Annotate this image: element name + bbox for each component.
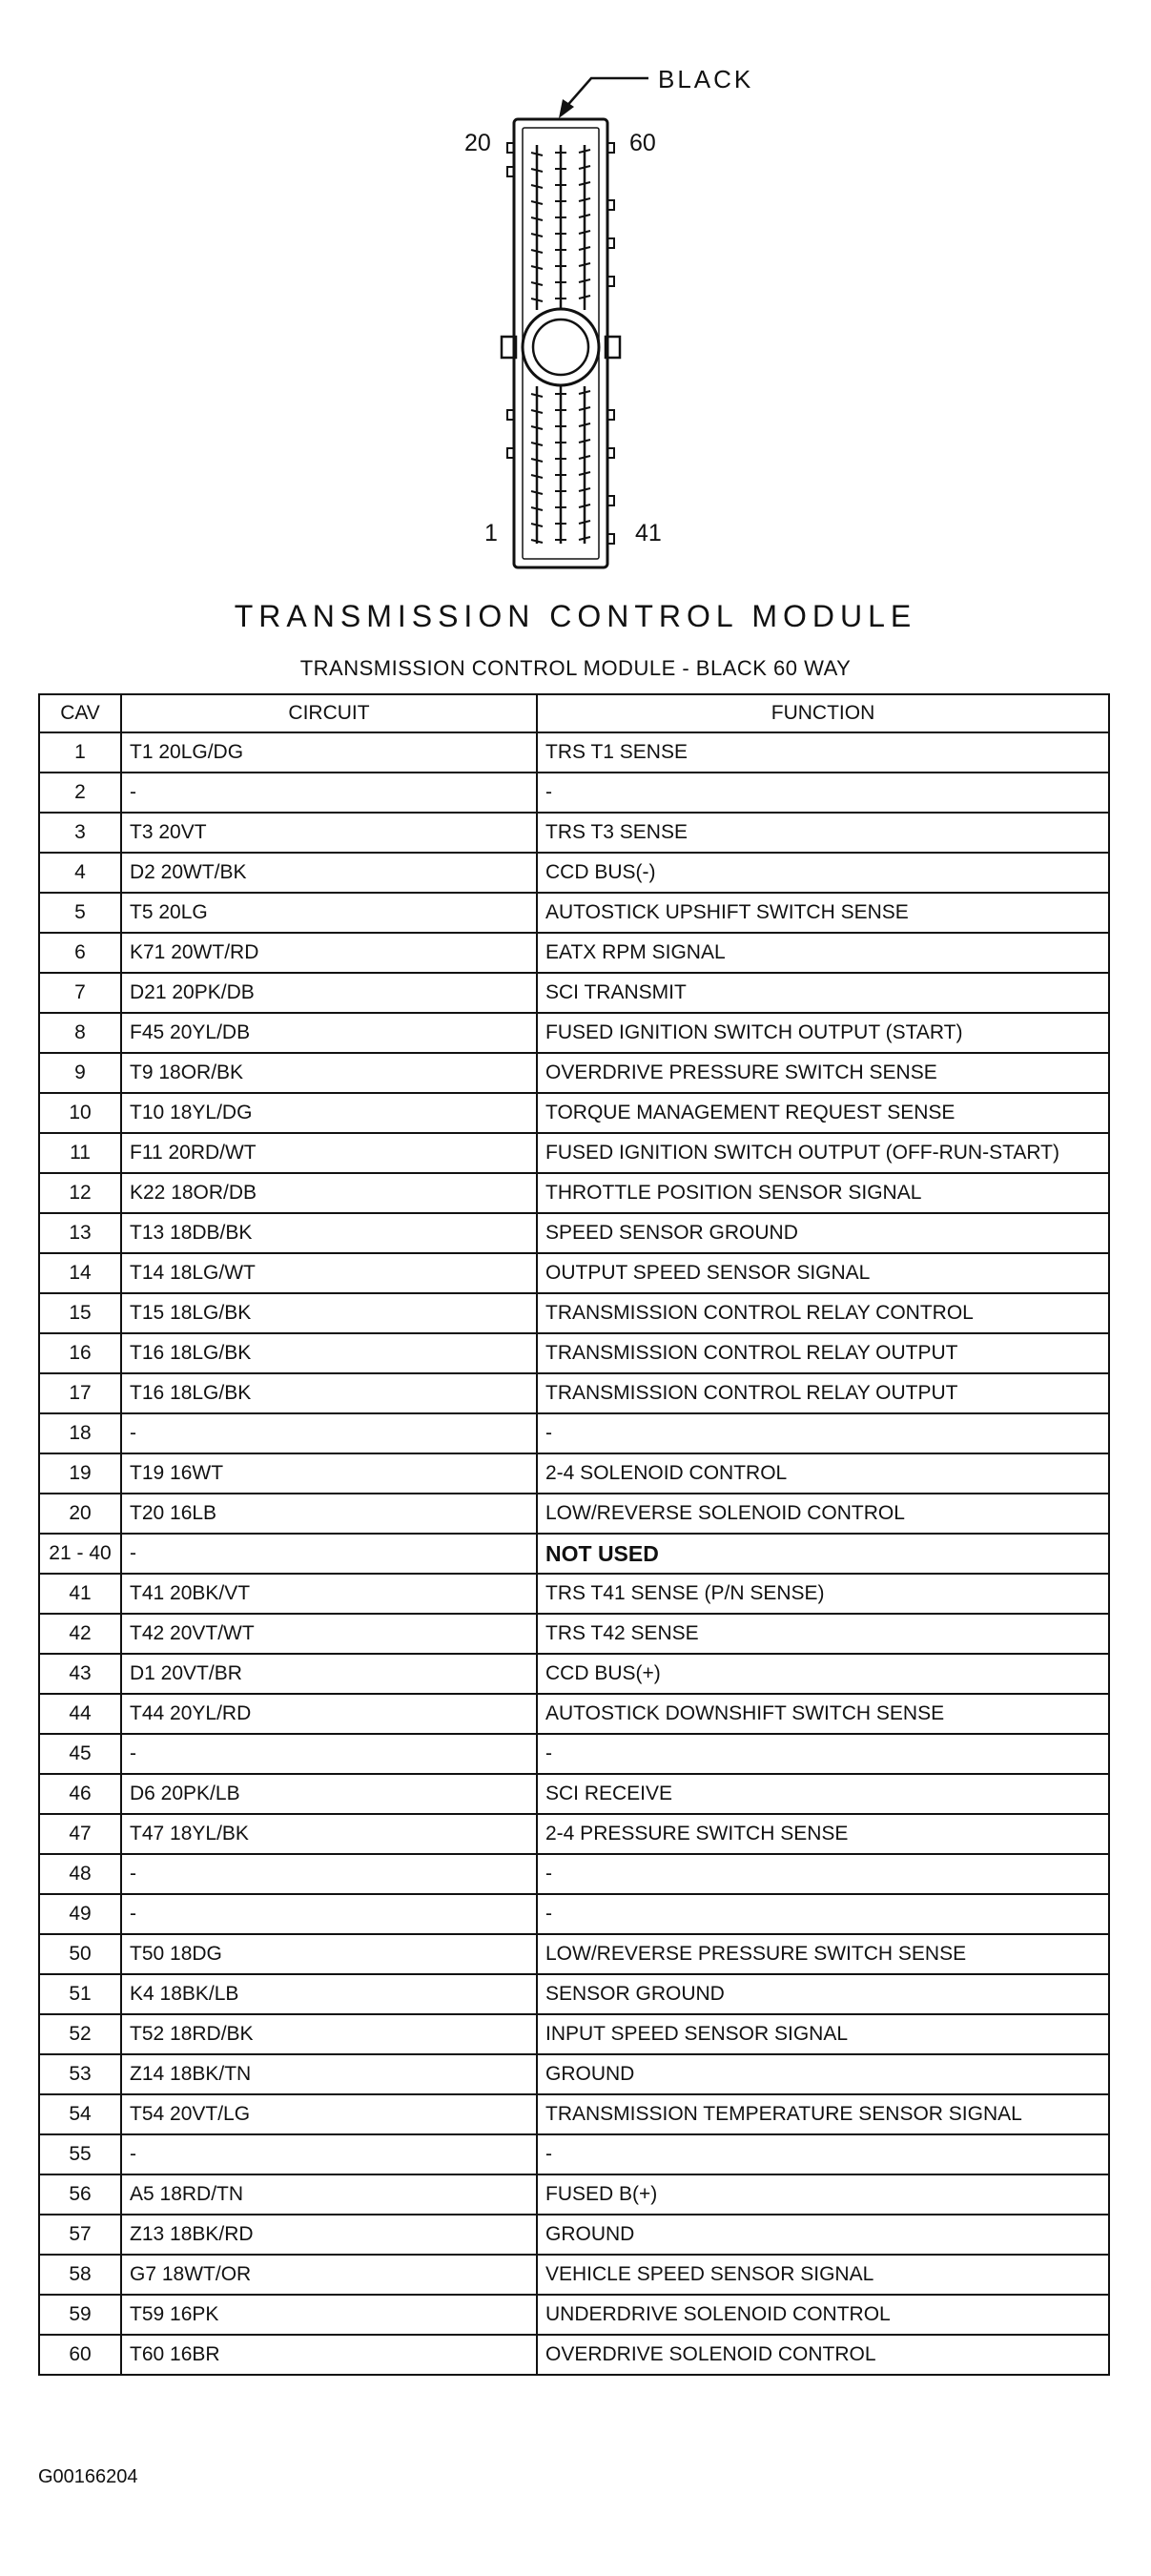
- cav-cell: 56: [39, 2174, 121, 2215]
- circuit-cell: -: [121, 773, 537, 813]
- function-cell: EATX RPM SIGNAL: [537, 933, 1109, 973]
- circuit-cell: D2 20WT/BK: [121, 853, 537, 893]
- table-row: [39, 1614, 1109, 1654]
- function-cell: VEHICLE SPEED SENSOR SIGNAL: [537, 2255, 1109, 2295]
- function-cell: AUTOSTICK DOWNSHIFT SWITCH SENSE: [537, 1694, 1109, 1734]
- circuit-cell: T52 18RD/BK: [121, 2014, 537, 2054]
- pin-label-bottom-left: 1: [484, 520, 498, 546]
- function-cell: TRS T1 SENSE: [537, 732, 1109, 773]
- function-cell: TRS T42 SENSE: [537, 1614, 1109, 1654]
- function-cell: -: [537, 1413, 1109, 1453]
- circuit-cell: G7 18WT/OR: [121, 2255, 537, 2295]
- circuit-cell: -: [121, 1413, 537, 1453]
- function-cell: GROUND: [537, 2054, 1109, 2094]
- function-cell: CCD BUS(-): [537, 853, 1109, 893]
- header-circuit: CIRCUIT: [121, 694, 537, 732]
- function-cell: SPEED SENSOR GROUND: [537, 1213, 1109, 1253]
- function-cell: TRANSMISSION CONTROL RELAY OUTPUT: [537, 1333, 1109, 1373]
- function-cell: 2-4 SOLENOID CONTROL: [537, 1453, 1109, 1494]
- circuit-cell: T59 16PK: [121, 2295, 537, 2335]
- pinout-table: [38, 693, 1110, 2376]
- table-row: [39, 1373, 1109, 1413]
- cav-cell: 51: [39, 1974, 121, 2014]
- cav-cell: 57: [39, 2215, 121, 2255]
- cav-cell: 21 - 40: [39, 1534, 121, 1574]
- cav-cell: 3: [39, 813, 121, 853]
- table-row: [39, 1093, 1109, 1133]
- circuit-cell: T14 18LG/WT: [121, 1253, 537, 1293]
- function-cell: -: [537, 1854, 1109, 1894]
- cav-cell: 42: [39, 1614, 121, 1654]
- circuit-cell: -: [121, 1534, 537, 1574]
- cav-cell: 50: [39, 1934, 121, 1974]
- circuit-cell: T19 16WT: [121, 1453, 537, 1494]
- circuit-cell: -: [121, 1894, 537, 1934]
- pin-label-bottom-right: 41: [635, 520, 662, 546]
- cav-cell: 17: [39, 1373, 121, 1413]
- table-row: [39, 2255, 1109, 2295]
- function-cell: NOT USED: [537, 1534, 1109, 1574]
- function-cell: OVERDRIVE SOLENOID CONTROL: [537, 2335, 1109, 2375]
- function-cell: -: [537, 1894, 1109, 1934]
- cav-cell: 52: [39, 2014, 121, 2054]
- circuit-cell: T16 18LG/BK: [121, 1373, 537, 1413]
- function-cell: FUSED IGNITION SWITCH OUTPUT (OFF-RUN-START): [537, 1133, 1109, 1173]
- table-row: [39, 893, 1109, 933]
- table-row: [39, 2094, 1109, 2134]
- cav-cell: 46: [39, 1774, 121, 1814]
- table-row: [39, 1734, 1109, 1774]
- table-row: [39, 933, 1109, 973]
- figure-id: G00166204: [38, 2466, 138, 2487]
- function-cell: FUSED IGNITION SWITCH OUTPUT (START): [537, 1013, 1109, 1053]
- circuit-cell: T10 18YL/DG: [121, 1093, 537, 1133]
- circuit-cell: Z13 18BK/RD: [121, 2215, 537, 2255]
- function-cell: SENSOR GROUND: [537, 1974, 1109, 2014]
- cav-cell: 4: [39, 853, 121, 893]
- table-row: [39, 2335, 1109, 2375]
- color-label-leader: [565, 78, 648, 109]
- table-row: [39, 1053, 1109, 1093]
- circuit-cell: T1 20LG/DG: [121, 732, 537, 773]
- circuit-cell: T44 20YL/RD: [121, 1694, 537, 1734]
- module-title: TRANSMISSION CONTROL MODULE: [234, 599, 917, 633]
- function-cell: SCI TRANSMIT: [537, 973, 1109, 1013]
- table-row: [39, 1934, 1109, 1974]
- circuit-cell: K22 18OR/DB: [121, 1173, 537, 1213]
- cav-cell: 10: [39, 1093, 121, 1133]
- circuit-cell: F11 20RD/WT: [121, 1133, 537, 1173]
- circuit-cell: D1 20VT/BR: [121, 1654, 537, 1694]
- circuit-cell: K71 20WT/RD: [121, 933, 537, 973]
- function-cell: UNDERDRIVE SOLENOID CONTROL: [537, 2295, 1109, 2335]
- function-cell: AUTOSTICK UPSHIFT SWITCH SENSE: [537, 893, 1109, 933]
- table-row: [39, 1413, 1109, 1453]
- table-row: [39, 2174, 1109, 2215]
- cav-cell: 60: [39, 2335, 121, 2375]
- circuit-cell: T15 18LG/BK: [121, 1293, 537, 1333]
- cav-cell: 18: [39, 1413, 121, 1453]
- function-cell: GROUND: [537, 2215, 1109, 2255]
- cav-cell: 16: [39, 1333, 121, 1373]
- pin-label-top-left: 20: [464, 130, 491, 156]
- table-header-row: [39, 694, 1109, 732]
- table-row: [39, 1774, 1109, 1814]
- table-row: [39, 1213, 1109, 1253]
- table-row: [39, 853, 1109, 893]
- table-row: [39, 2134, 1109, 2174]
- function-cell: INPUT SPEED SENSOR SIGNAL: [537, 2014, 1109, 2054]
- table-row: [39, 1333, 1109, 1373]
- function-cell: TRANSMISSION TEMPERATURE SENSOR SIGNAL: [537, 2094, 1109, 2134]
- table-row: [39, 1494, 1109, 1534]
- table-row: [39, 1854, 1109, 1894]
- cav-cell: 19: [39, 1453, 121, 1494]
- function-cell: 2-4 PRESSURE SWITCH SENSE: [537, 1814, 1109, 1854]
- connector-bolt-inner: [533, 319, 588, 375]
- circuit-cell: -: [121, 2134, 537, 2174]
- table-row: [39, 1133, 1109, 1173]
- table-row: [39, 813, 1109, 853]
- cav-cell: 5: [39, 893, 121, 933]
- cav-cell: 43: [39, 1654, 121, 1694]
- table-row: [39, 773, 1109, 813]
- function-cell: LOW/REVERSE PRESSURE SWITCH SENSE: [537, 1934, 1109, 1974]
- cav-cell: 20: [39, 1494, 121, 1534]
- cav-cell: 11: [39, 1133, 121, 1173]
- cav-cell: 8: [39, 1013, 121, 1053]
- function-cell: -: [537, 773, 1109, 813]
- table-row: [39, 973, 1109, 1013]
- function-cell: TRANSMISSION CONTROL RELAY CONTROL: [537, 1293, 1109, 1333]
- function-cell: OUTPUT SPEED SENSOR SIGNAL: [537, 1253, 1109, 1293]
- function-cell: THROTTLE POSITION SENSOR SIGNAL: [537, 1173, 1109, 1213]
- table-row: [39, 1293, 1109, 1333]
- connector-diagram: [0, 0, 1151, 610]
- circuit-cell: T50 18DG: [121, 1934, 537, 1974]
- cav-cell: 58: [39, 2255, 121, 2295]
- cav-cell: 15: [39, 1293, 121, 1333]
- cav-cell: 14: [39, 1253, 121, 1293]
- function-cell: TORQUE MANAGEMENT REQUEST SENSE: [537, 1093, 1109, 1133]
- circuit-cell: T20 16LB: [121, 1494, 537, 1534]
- function-cell: -: [537, 1734, 1109, 1774]
- table-row: [39, 1173, 1109, 1213]
- circuit-cell: T47 18YL/BK: [121, 1814, 537, 1854]
- circuit-cell: T42 20VT/WT: [121, 1614, 537, 1654]
- table-row: [39, 1974, 1109, 2014]
- table-row: [39, 2295, 1109, 2335]
- table-row: [39, 1654, 1109, 1694]
- function-cell: FUSED B(+): [537, 2174, 1109, 2215]
- cav-cell: 54: [39, 2094, 121, 2134]
- circuit-cell: T9 18OR/BK: [121, 1053, 537, 1093]
- table-caption: TRANSMISSION CONTROL MODULE - BLACK 60 WAY: [299, 656, 852, 680]
- table-row: [39, 1894, 1109, 1934]
- table-row: [39, 1694, 1109, 1734]
- table-row: [39, 2215, 1109, 2255]
- function-cell: -: [537, 2134, 1109, 2174]
- cav-cell: 12: [39, 1173, 121, 1213]
- function-cell: CCD BUS(+): [537, 1654, 1109, 1694]
- table-row: [39, 1574, 1109, 1614]
- function-cell: TRS T3 SENSE: [537, 813, 1109, 853]
- cav-cell: 41: [39, 1574, 121, 1614]
- circuit-cell: Z14 18BK/TN: [121, 2054, 537, 2094]
- cav-cell: 47: [39, 1814, 121, 1854]
- header-cav: CAV: [39, 694, 121, 732]
- cav-cell: 9: [39, 1053, 121, 1093]
- table-row: [39, 1453, 1109, 1494]
- connector-color-label: BLACK: [658, 65, 754, 93]
- function-cell: SCI RECEIVE: [537, 1774, 1109, 1814]
- function-cell: TRS T41 SENSE (P/N SENSE): [537, 1574, 1109, 1614]
- cav-cell: 6: [39, 933, 121, 973]
- header-function: FUNCTION: [537, 694, 1109, 732]
- cav-cell: 1: [39, 732, 121, 773]
- cav-cell: 48: [39, 1854, 121, 1894]
- circuit-cell: T16 18LG/BK: [121, 1333, 537, 1373]
- circuit-cell: -: [121, 1854, 537, 1894]
- cav-cell: 45: [39, 1734, 121, 1774]
- circuit-cell: T13 18DB/BK: [121, 1213, 537, 1253]
- cav-cell: 55: [39, 2134, 121, 2174]
- circuit-cell: F45 20YL/DB: [121, 1013, 537, 1053]
- circuit-cell: A5 18RD/TN: [121, 2174, 537, 2215]
- table-row: [39, 732, 1109, 773]
- cav-cell: 2: [39, 773, 121, 813]
- circuit-cell: -: [121, 1734, 537, 1774]
- table-row: [39, 1534, 1109, 1574]
- cav-cell: 59: [39, 2295, 121, 2335]
- pin-label-top-right: 60: [629, 130, 656, 156]
- circuit-cell: D6 20PK/LB: [121, 1774, 537, 1814]
- circuit-cell: K4 18BK/LB: [121, 1974, 537, 2014]
- function-cell: LOW/REVERSE SOLENOID CONTROL: [537, 1494, 1109, 1534]
- circuit-cell: T5 20LG: [121, 893, 537, 933]
- table-row: [39, 2054, 1109, 2094]
- pinout-table-body: [39, 732, 1109, 2375]
- function-cell: TRANSMISSION CONTROL RELAY OUTPUT: [537, 1373, 1109, 1413]
- table-row: [39, 2014, 1109, 2054]
- cav-cell: 13: [39, 1213, 121, 1253]
- table-row: [39, 1814, 1109, 1854]
- table-row: [39, 1013, 1109, 1053]
- circuit-cell: D21 20PK/DB: [121, 973, 537, 1013]
- circuit-cell: T60 16BR: [121, 2335, 537, 2375]
- table-row: [39, 1253, 1109, 1293]
- cav-cell: 7: [39, 973, 121, 1013]
- cav-cell: 53: [39, 2054, 121, 2094]
- cav-cell: 44: [39, 1694, 121, 1734]
- circuit-cell: T54 20VT/LG: [121, 2094, 537, 2134]
- function-cell: OVERDRIVE PRESSURE SWITCH SENSE: [537, 1053, 1109, 1093]
- circuit-cell: T41 20BK/VT: [121, 1574, 537, 1614]
- circuit-cell: T3 20VT: [121, 813, 537, 853]
- cav-cell: 49: [39, 1894, 121, 1934]
